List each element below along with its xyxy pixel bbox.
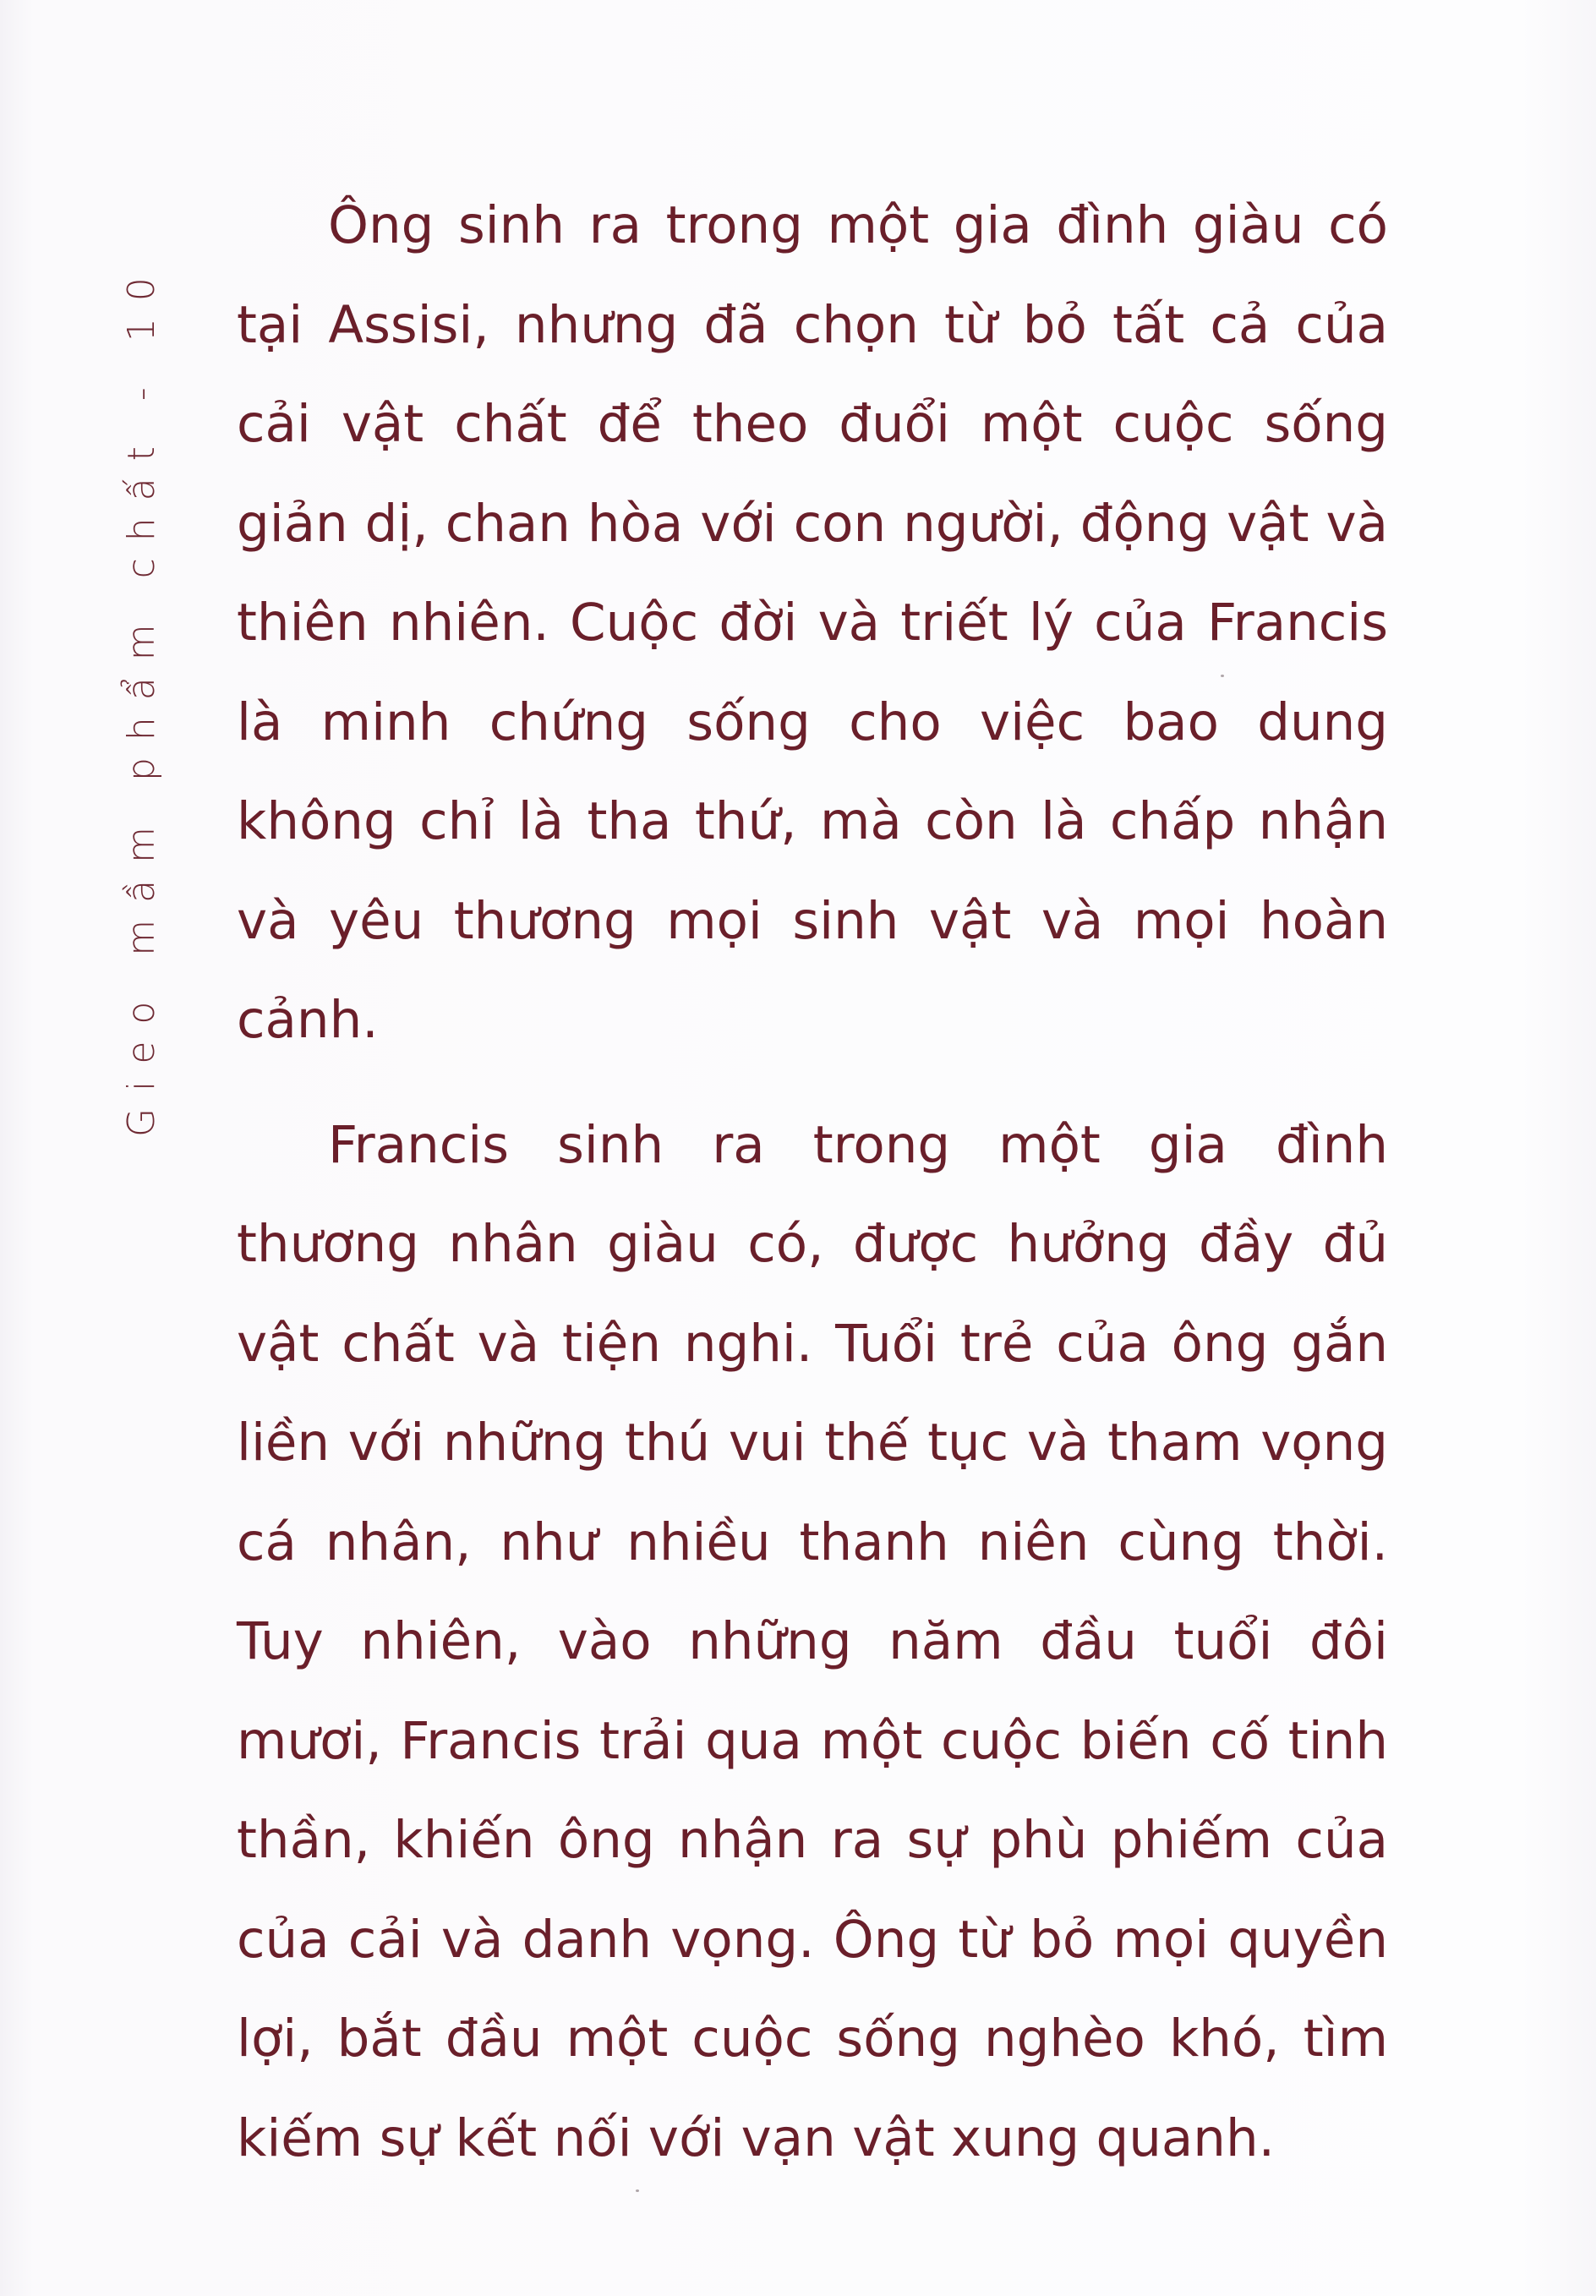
body-text bbox=[237, 176, 1388, 2188]
paragraph-2: Francis sinh ra trong một gia đình thương nhân giàu có, được hưởng đầy đủ vật chất và tiện nghi. Tuổi trẻ của ông gắn liền với những thú vui thế tục và tham vọng cá nhân, như nhiều thanh niên cùng thời. Tuy nhiên, vào những năm đầu tuổi đôi mươi, Francis trải qua một cuộc biến cố tinh thần, khiến ông nhận ra sự phù phiếm của của cải và danh vọng. Ông từ bỏ mọi quyền lợi, bắt đầu một cuộc sống nghèo khó, tìm kiếm sự kết nối với vạn vật xung quanh. bbox=[237, 1114, 1388, 2168]
paragraph-1: Ông sinh ra trong một gia đình giàu có tại Assisi, nhưng đã chọn từ bỏ tất cả của cải vật chất để theo đuổi một cuộc sống giản dị, chan hòa với con người, động vật và thiên nhiên. Cuộc đời và triết lý của Francis là minh chứng sống cho việc bao dung không chỉ là tha thứ, mà còn là chấp nhận và yêu thương mọi sinh vật và mọi hoàn cảnh. bbox=[237, 195, 1388, 1050]
running-header-text: Gieo mầm phẩm chất - 10 bbox=[120, 260, 163, 1137]
paper-speck bbox=[636, 2189, 639, 2192]
paper-speck bbox=[1221, 675, 1224, 677]
